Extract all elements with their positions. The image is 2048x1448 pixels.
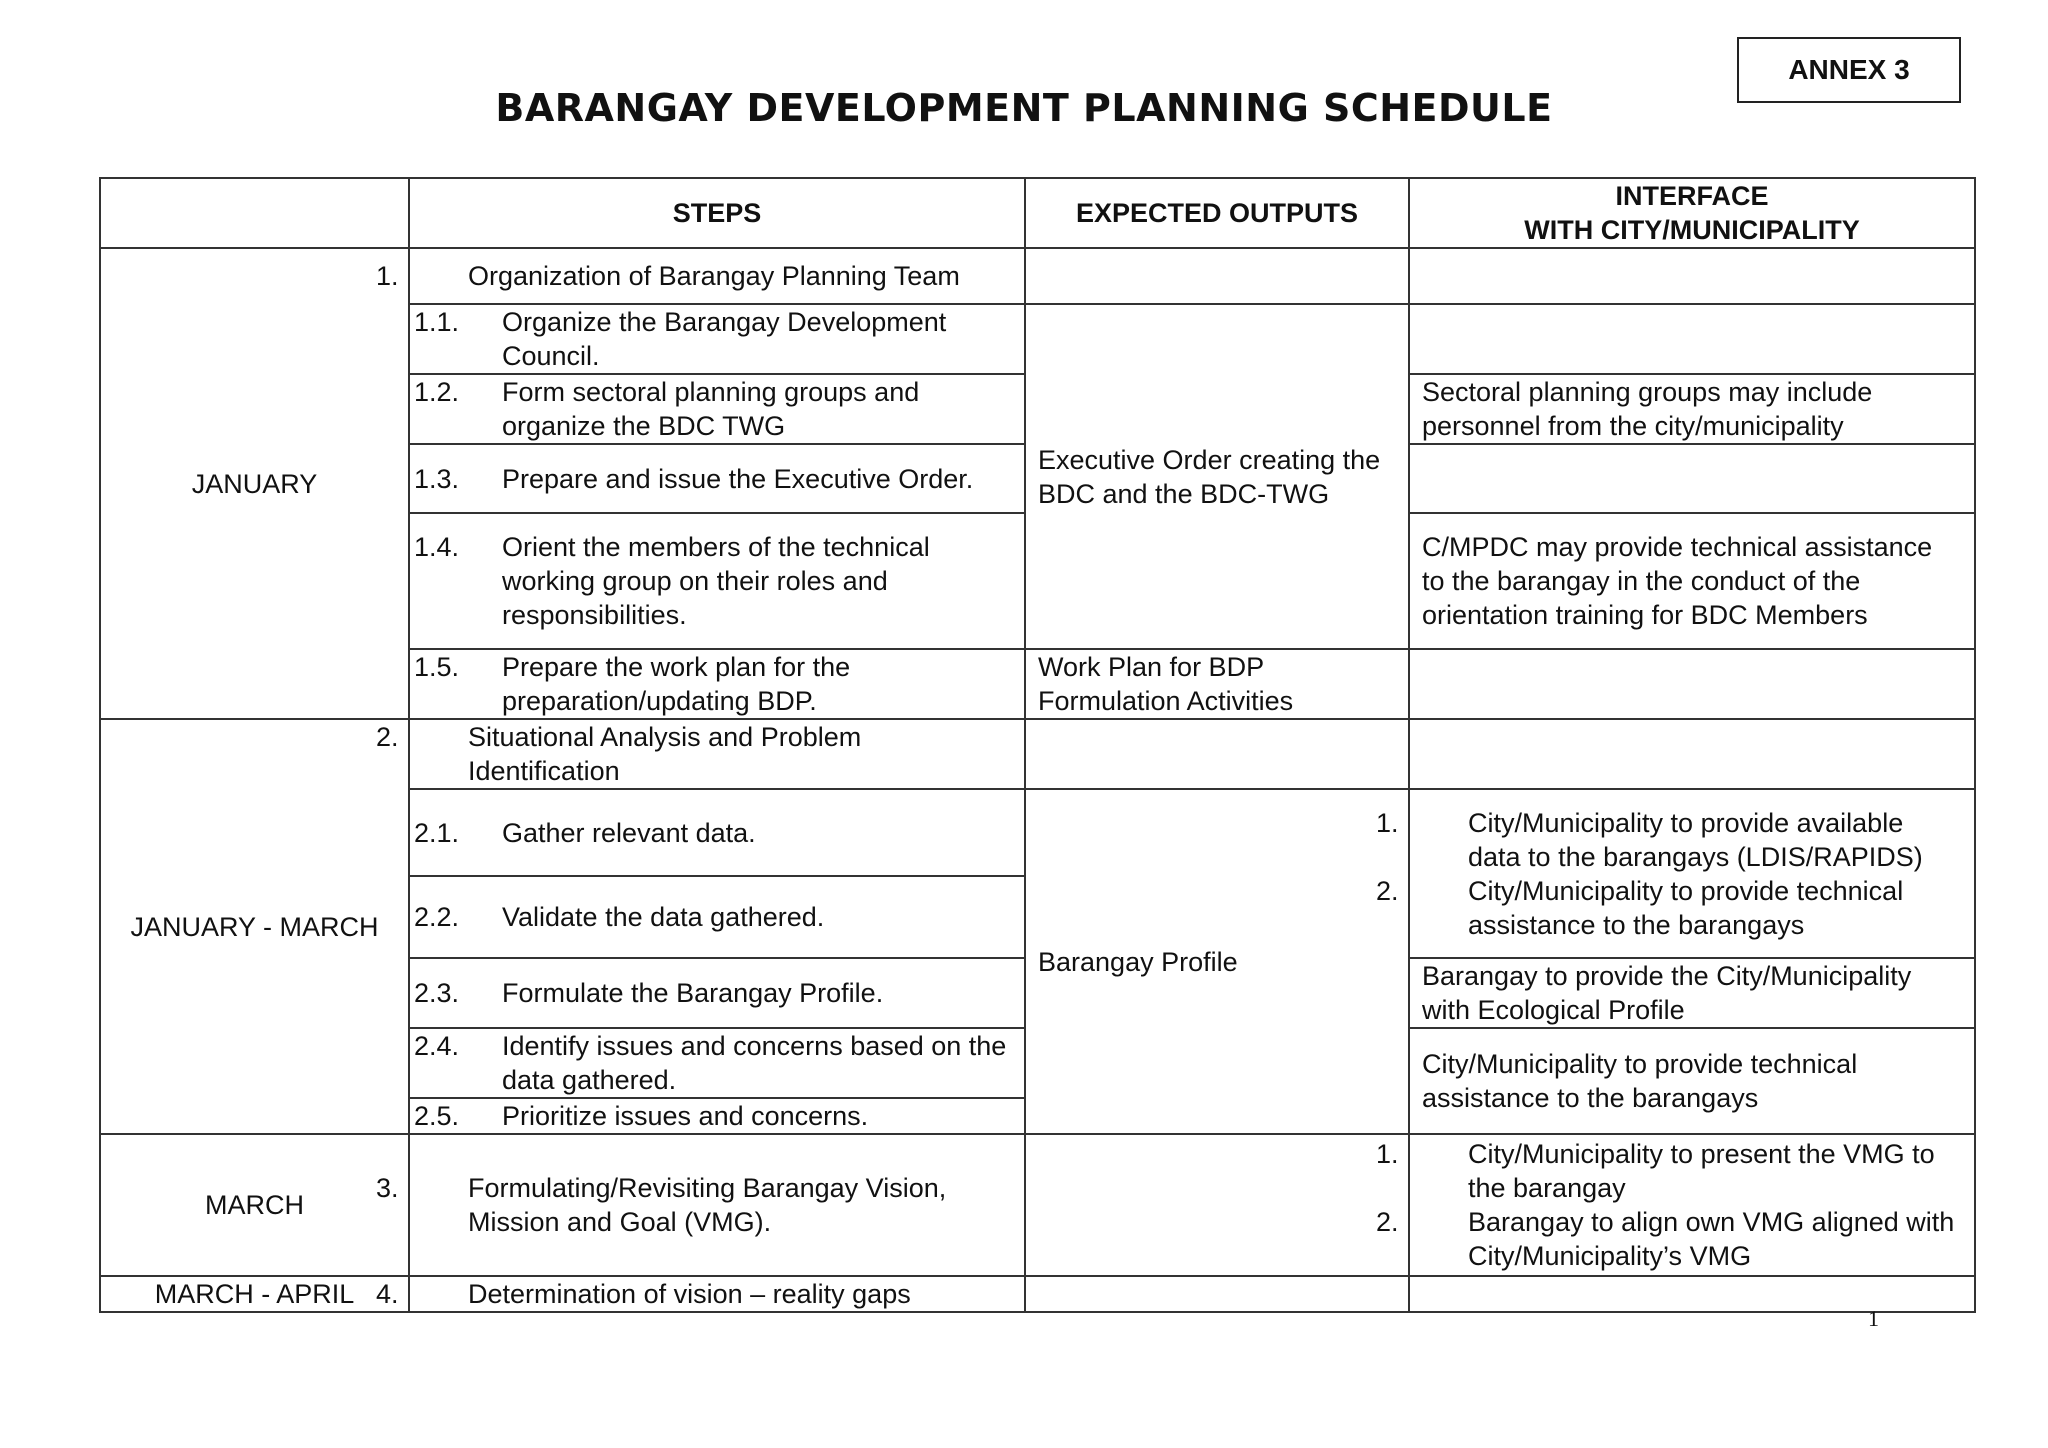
- interface-cell: [1409, 649, 1975, 719]
- step-number: 1.1.: [414, 307, 460, 337]
- list-text: Barangay to align own VMG aligned with City/Municipality’s VMG: [1468, 1207, 1955, 1271]
- step-number: 1.3.: [414, 463, 460, 494]
- annex-text: ANNEX 3: [1788, 54, 1910, 85]
- step-1-4: [409, 513, 1025, 649]
- page-number: 1: [1868, 1306, 1879, 1331]
- output-cell: [1025, 248, 1409, 304]
- step-number: 2.5.: [414, 1101, 460, 1131]
- schedule-table: [99, 177, 1976, 1313]
- list-number: 2.: [1376, 875, 1399, 906]
- list-item: [1376, 1205, 1962, 1273]
- step-1-3: [409, 444, 1025, 513]
- interface-data-list: [1376, 789, 1975, 958]
- interface-list: [1376, 1137, 1962, 1273]
- step-text: Gather relevant data.: [502, 817, 756, 848]
- step-1: [376, 248, 1025, 304]
- interface-cell: [1409, 1276, 1975, 1312]
- step-number: 1.5.: [414, 652, 460, 682]
- step-number: 2.4.: [414, 1031, 460, 1061]
- output-barangay-profile: Barangay Profile: [1025, 789, 1409, 1134]
- month-cell: JANUARY: [100, 248, 409, 719]
- month-cell: JANUARY - MARCH: [100, 719, 409, 1134]
- table-row: [100, 1276, 1975, 1312]
- header-blank: [100, 178, 409, 248]
- list-text: City/Municipality to provide available data to the barangays (LDIS/RAPIDS): [1468, 807, 1923, 872]
- step-2: [376, 719, 1025, 789]
- interface-cell: [1409, 304, 1975, 374]
- output-cell: [1025, 719, 1409, 789]
- step-2-3: [409, 958, 1025, 1028]
- step-number: 1.4.: [414, 532, 460, 562]
- step-number: 2.3.: [414, 978, 460, 1008]
- output-executive-order: Executive Order creating the BDC and the BDC-TWG: [1025, 304, 1409, 649]
- interface-cell: [1409, 719, 1975, 789]
- step-2-2: [409, 876, 1025, 958]
- step-2-5: [409, 1098, 1025, 1134]
- step-1-1: [409, 304, 1025, 374]
- header-steps: STEPS: [409, 178, 1025, 248]
- list-number: 1.: [1376, 1139, 1399, 1169]
- interface-cell: [1409, 248, 1975, 304]
- output-cell: [1025, 1276, 1409, 1312]
- table-row: [100, 248, 1975, 304]
- output-work-plan: Work Plan for BDP Formulation Activities: [1025, 649, 1409, 719]
- list-text: City/Municipality to present the VMG to the barangay: [1468, 1139, 1935, 1203]
- step-text: Formulate the Barangay Profile.: [502, 978, 884, 1008]
- month-cell: MARCH: [100, 1134, 409, 1276]
- interface-cell: [1409, 444, 1975, 513]
- step-text: Prepare and issue the Executive Order.: [502, 463, 974, 494]
- step-text: Identify issues and concerns based on the data gathered.: [502, 1031, 1007, 1095]
- step-2-1: [409, 789, 1025, 876]
- step-4: [376, 1276, 1025, 1312]
- list-number: 2.: [1376, 1207, 1399, 1237]
- step-number: 1.2.: [414, 377, 460, 407]
- step-text: Organize the Barangay Development Council.: [502, 307, 947, 371]
- table-row: [100, 1134, 1975, 1276]
- step-1-2: [409, 374, 1025, 444]
- interface-sectoral: Sectoral planning groups may include personnel from the city/municipality: [1409, 374, 1975, 444]
- step-text: Situational Analysis and Problem Identification: [468, 722, 862, 786]
- step-3: [376, 1134, 1025, 1276]
- step-number: 2.: [376, 722, 399, 752]
- step-text: Prioritize issues and concerns.: [502, 1101, 869, 1131]
- step-text: Organization of Barangay Planning Team: [468, 261, 960, 291]
- step-number: 2.2.: [414, 902, 460, 932]
- step-number: 3.: [376, 1173, 399, 1203]
- list-number: 1.: [1376, 807, 1399, 838]
- list-item: [1376, 874, 1962, 942]
- header-outputs: EXPECTED OUTPUTS: [1025, 178, 1409, 248]
- page-title: BARANGAY DEVELOPMENT PLANNING SCHEDULE: [495, 86, 1553, 130]
- step-1-5: [409, 649, 1025, 719]
- step-text: Determination of vision – reality gaps: [468, 1279, 911, 1309]
- step-number: 4.: [376, 1279, 399, 1309]
- step-text: Prepare the work plan for the preparation/updating BDP.: [502, 652, 851, 716]
- interface-ecological: Barangay to provide the City/Municipality with Ecological Profile: [1409, 958, 1975, 1028]
- interface-cmpdc: C/MPDC may provide technical assistance to the barangay in the conduct of the orientation training for BDC Members: [1409, 513, 1975, 649]
- step-2-4: [409, 1028, 1025, 1098]
- interface-technical: City/Municipality to provide technical assistance to the barangays: [1409, 1028, 1975, 1134]
- step-number: 2.1.: [414, 817, 460, 848]
- header-interface-line1: INTERFACE: [1615, 181, 1769, 211]
- month-cell: MARCH - APRIL: [100, 1276, 409, 1312]
- step-text: Form sectoral planning groups and organize the BDC TWG: [502, 377, 920, 441]
- step-text: Orient the members of the technical working group on their roles and responsibilities.: [502, 532, 930, 630]
- output-cell: [1025, 1134, 1409, 1276]
- step-text: Formulating/Revisiting Barangay Vision, Mission and Goal (VMG).: [468, 1173, 947, 1237]
- list-item: [1376, 806, 1962, 874]
- step-text: Validate the data gathered.: [502, 902, 825, 932]
- step-number: 1.: [376, 261, 399, 291]
- header-row: [100, 178, 1975, 248]
- table-row: [100, 719, 1975, 789]
- interface-vmg-list: [1376, 1134, 1975, 1276]
- interface-list: [1376, 806, 1962, 942]
- header-interface-line2: WITH CITY/MUNICIPALITY: [1524, 215, 1860, 245]
- list-text: City/Municipality to provide technical assistance to the barangays: [1468, 875, 1904, 940]
- list-item: [1376, 1137, 1962, 1205]
- header-interface: [1409, 178, 1975, 248]
